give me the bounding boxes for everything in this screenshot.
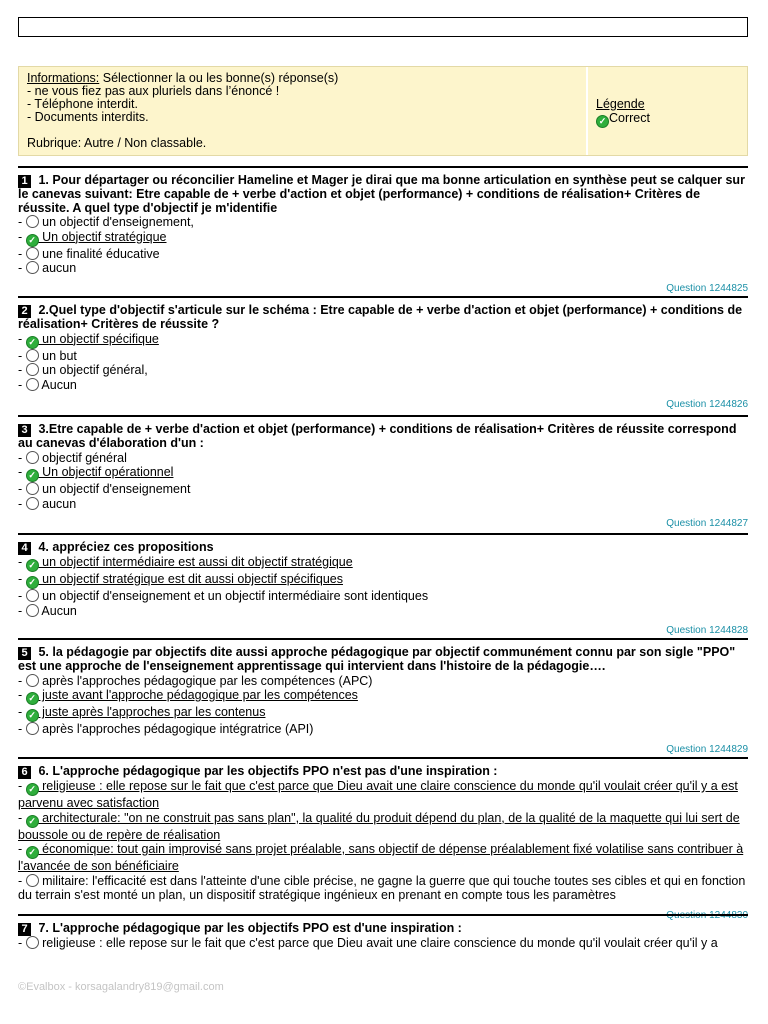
empty-circle-icon (26, 349, 39, 362)
question-id: Question 1244826 (666, 399, 748, 410)
question-text: 3.Etre capable de + verbe d'action et objet (performance) + conditions de réalisation+ Critères de réussite correspond au canevas d'élaboration d'un : (18, 422, 737, 450)
bullet-dash: - (18, 936, 26, 950)
empty-circle-icon (26, 674, 39, 687)
empty-circle-icon (26, 451, 39, 464)
bullet-dash: - (18, 496, 26, 511)
answer-text: une finalité éducative (38, 246, 160, 261)
question-title (18, 174, 748, 215)
bullet-dash: - (18, 482, 26, 496)
answer-text: un objectif stratégique est dit aussi objectif spécifiques (38, 572, 343, 586)
check-circle-icon: ✓ (26, 783, 39, 796)
answer-option (18, 378, 748, 393)
answer-option (18, 842, 748, 874)
answer-text: un objectif général, (38, 363, 148, 377)
question-block (18, 533, 748, 638)
answer-option (18, 779, 748, 811)
bullet-dash: - (18, 331, 26, 346)
answer-text: Un objectif stratégique (38, 229, 167, 244)
answer-text: aucun (38, 261, 77, 275)
question-text: 6. L'approche pédagogique par les objectifs PPO n'est pas d'une inspiration : (35, 764, 498, 778)
legend (588, 67, 747, 155)
answer-option (18, 482, 748, 497)
answer-text: un objectif d'enseignement, (38, 215, 194, 229)
answer-option (18, 722, 748, 737)
bullet-dash: - (18, 722, 26, 736)
bullet-dash: - (18, 465, 26, 479)
bullet-dash: - (18, 229, 26, 244)
question-text: 1. Pour départager ou réconcilier Hameline et Mager je dirai que ma bonne articulation en synthèse peut se calquer sur le canevas suivant: Etre capable de + verbe d'action et objet (performance) + conditions de réalisation+ Critères de réussite. A quel type d'objectif je m'identifie (18, 173, 745, 215)
question-title (18, 541, 748, 555)
answer-option (18, 363, 748, 378)
question-block (18, 415, 748, 531)
question-text: 7. L'approche pédagogique par les objectifs PPO est d'une inspiration : (35, 921, 462, 935)
check-circle-icon: ✓ (26, 692, 39, 705)
check-circle-icon: ✓ (26, 576, 39, 589)
empty-circle-icon (26, 497, 39, 510)
bullet-dash: - (18, 363, 26, 377)
check-circle-icon: ✓ (26, 336, 39, 349)
bullet-dash: - (18, 348, 26, 363)
answer-option (18, 555, 748, 572)
question-id: Question 1244830 (666, 909, 748, 921)
rubrique: Rubrique: Autre / Non classable. (27, 136, 207, 150)
empty-circle-icon (26, 215, 39, 228)
instructions (19, 67, 588, 155)
answer-text: un but (38, 348, 77, 363)
question-text: 4. appréciez ces propositions (35, 540, 214, 554)
empty-circle-icon (26, 604, 39, 617)
bullet-dash: - (18, 603, 26, 618)
question-id: Question 1244827 (666, 518, 748, 529)
question-number: 6 (18, 766, 31, 779)
empty-circle-icon (26, 247, 39, 260)
answer-text: un objectif intermédiaire est aussi dit objectif stratégique (38, 555, 353, 569)
question-title (18, 646, 748, 674)
question-number: 5 (18, 647, 31, 660)
check-circle-icon: ✓ (26, 709, 39, 722)
answer-text: Un objectif opérationnel (38, 465, 174, 479)
question-text: 2.Quel type d'objectif s'articule sur le schéma : Etre capable de + verbe d'action et objet (performance) + conditions de réalisation+ Critères de réussite ? (18, 303, 743, 331)
header-box (18, 17, 748, 37)
check-circle-icon: ✓ (26, 559, 39, 572)
answer-option (18, 936, 748, 951)
bullet-dash: - (18, 705, 26, 719)
question-block (18, 757, 748, 922)
answer-text: un objectif d'enseignement (38, 482, 191, 496)
answer-option (18, 688, 748, 705)
bullet-dash: - (18, 572, 26, 586)
answer-option (18, 349, 748, 364)
question-title (18, 922, 748, 936)
answer-text: un objectif spécifique (38, 331, 159, 346)
answer-text: militaire: l'efficacité est dans l'atteinte d'une cible précise, ne gagne la guerre que qui touche toutes ses cibles et qui en fonction du terrain s'est monté un plan, un dispositif stratégique ingénieux en prenant en compte tous les paramètres (18, 873, 746, 902)
answer-option (18, 497, 748, 512)
answer-option (18, 247, 748, 262)
answer-text: juste avant l'approche pédagogique par les compétences (38, 688, 358, 702)
bullet-dash: - (18, 589, 26, 603)
answer-text: objectif général (38, 450, 127, 465)
check-circle-icon: ✓ (596, 115, 609, 128)
check-circle-icon: ✓ (26, 234, 39, 247)
bullet-dash: - (18, 842, 26, 856)
question-id: Question 1244825 (666, 282, 748, 294)
empty-circle-icon (26, 261, 39, 274)
info-line: - ne vous fiez pas aux pluriels dans l’énoncé ! (27, 84, 280, 98)
legend-correct: Correct (609, 111, 650, 125)
question-title (18, 304, 748, 332)
question-block (18, 296, 748, 412)
bullet-dash: - (18, 555, 26, 569)
bullet-dash: - (18, 450, 26, 465)
answer-option (18, 674, 748, 689)
bullet-dash: - (18, 779, 26, 793)
answer-option (18, 705, 748, 722)
legend-title: Légende (596, 97, 645, 111)
answer-text: aucun (38, 496, 77, 511)
empty-circle-icon (26, 936, 39, 949)
bullet-dash: - (18, 673, 26, 688)
check-circle-icon: ✓ (26, 846, 39, 859)
info-label: Informations: (27, 71, 100, 85)
question-title (18, 765, 748, 779)
bullet-dash: - (18, 810, 26, 825)
question-id: Question 1244829 (666, 743, 748, 755)
answer-text: après l'approches pédagogique intégratrice (API) (38, 722, 314, 736)
answer-option (18, 604, 748, 619)
answer-text: architecturale: "on ne construit pas sans plan", la qualité du produit dépend du plan, de la qualité de la maquette qui lui sert de boussole ou de repère de réalisation (18, 810, 740, 842)
answer-option (18, 811, 748, 843)
info-line: - Téléphone interdit. (27, 97, 138, 111)
check-circle-icon: ✓ (26, 815, 39, 828)
answer-option (18, 332, 748, 349)
empty-circle-icon (26, 722, 39, 735)
answer-text: Aucun (38, 603, 77, 618)
empty-circle-icon (26, 363, 39, 376)
question-text: 5. la pédagogie par objectifs dite aussi approche pédagogique par objectif communément connu par son sigle "PPO" est une approche de l'enseignement apprentissage qui intervient dans l'histoire de la pédagogie…. (18, 645, 736, 673)
answer-option (18, 589, 748, 604)
empty-circle-icon (26, 378, 39, 391)
answer-option (18, 874, 748, 903)
bullet-dash: - (18, 261, 26, 275)
question-number: 2 (18, 305, 31, 318)
question-block (18, 914, 748, 951)
answer-option (18, 572, 748, 589)
answer-text: après l'approches pédagogique par les compétences (APC) (38, 673, 373, 688)
answer-text: Aucun (38, 377, 77, 392)
answer-text: religieuse : elle repose sur le fait que c'est parce que Dieu avait une claire conscience du monde qu'il voulait créer qu'il y a (38, 936, 718, 950)
info-panel (18, 66, 748, 156)
answer-text: économique: tout gain improvisé sans projet préalable, sans objectif de dépense préalablement fixé volatilise sans contribuer à l'avancée de son bénéficiaire (18, 842, 744, 873)
question-number: 7 (18, 923, 31, 936)
empty-circle-icon (26, 874, 39, 887)
bullet-dash: - (18, 873, 26, 888)
answer-text: un objectif d'enseignement et un objectif intermédiaire sont identiques (38, 589, 429, 603)
empty-circle-icon (26, 482, 39, 495)
question-number: 1 (18, 175, 31, 188)
question-number: 4 (18, 542, 31, 555)
answer-text: religieuse : elle repose sur le fait que c'est parce que Dieu avait une claire conscience du monde qu'il voulait créer qu'il y a est parvenu avec satisfaction (18, 779, 738, 810)
answer-option (18, 465, 748, 482)
answer-option (18, 261, 748, 276)
answer-text: juste après l'approches par les contenus (38, 705, 266, 719)
question-number: 3 (18, 424, 31, 437)
empty-circle-icon (26, 589, 39, 602)
question-title (18, 423, 748, 451)
answer-option (18, 215, 748, 230)
answer-option (18, 451, 748, 466)
info-line: Sélectionner la ou les bonne(s) réponse(s) (99, 71, 339, 85)
question-id: Question 1244828 (666, 625, 748, 636)
answer-option (18, 230, 748, 247)
question-block (18, 166, 748, 295)
bullet-dash: - (18, 215, 26, 229)
info-line: - Documents interdits. (27, 110, 149, 124)
footer: ©Evalbox - korsagalandry819@gmail.com (18, 981, 224, 993)
bullet-dash: - (18, 377, 26, 392)
check-circle-icon: ✓ (26, 469, 39, 482)
bullet-dash: - (18, 688, 26, 702)
bullet-dash: - (18, 246, 26, 261)
question-block (18, 638, 748, 756)
